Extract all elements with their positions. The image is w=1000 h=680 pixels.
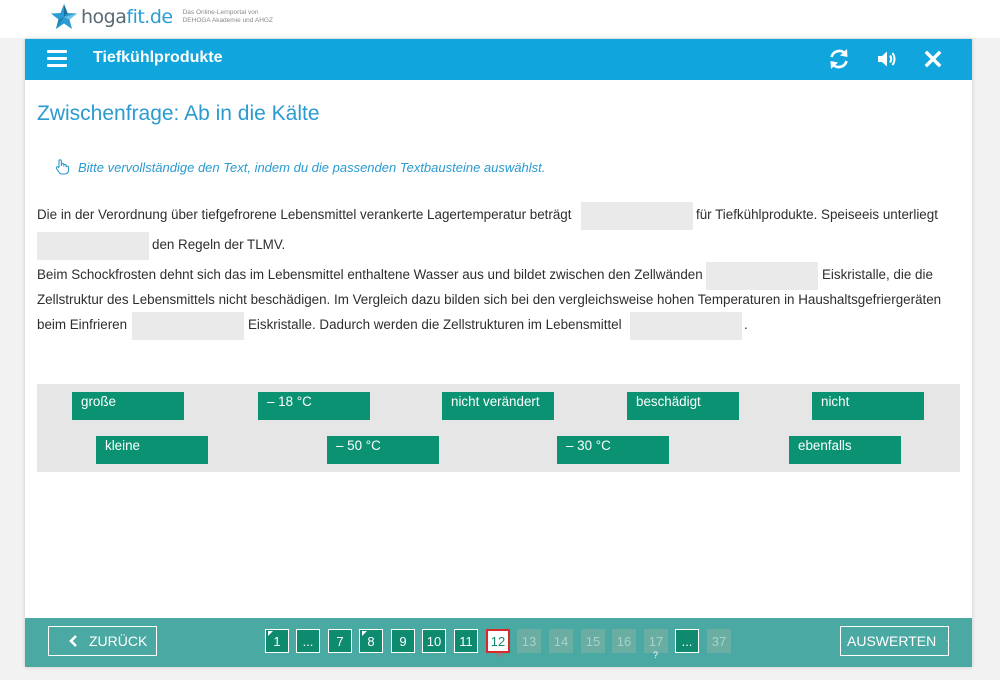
tagline-line-2: DEHOGA Akademie und AHGZ: [182, 17, 273, 24]
text-sentence-2: den Regeln der TLMV.: [152, 237, 286, 252]
page-number: 9: [399, 633, 407, 649]
logo-main-text: hoga: [81, 6, 127, 28]
page-button[interactable]: [359, 629, 383, 653]
page-number: ...: [681, 633, 693, 649]
page-button[interactable]: [612, 629, 636, 653]
option-tile[interactable]: – 18 °C: [258, 392, 370, 420]
page-number: 17: [648, 633, 664, 649]
text-sentence-3a: Beim Schockfrosten dehnt sich das im Lebensmittel enthaltene Wasser aus und bildet zwischen den Zellwänden: [37, 267, 703, 282]
text-sentence-1b: für Tiefkühlprodukte. Speiseeis unterliegt: [696, 207, 938, 222]
page-number: 13: [521, 633, 537, 649]
option-tile[interactable]: – 50 °C: [327, 436, 439, 464]
star-logo-icon: [50, 3, 78, 31]
back-button[interactable]: [48, 626, 157, 656]
page-button[interactable]: [581, 629, 605, 653]
answer-blank-2[interactable]: [37, 232, 149, 260]
page-button[interactable]: [328, 629, 352, 653]
footer-navigation: [25, 618, 972, 667]
option-tile[interactable]: große: [72, 392, 184, 420]
text-sentence-4: Zellstruktur des Lebensmittels nicht beschädigen. Im Vergleich dazu bilden sich bei den vergleichsweise hohen Temperaturen in Haushaltsgefriergeräten: [37, 292, 942, 307]
window-title: Tiefkühlprodukte: [93, 49, 223, 66]
answer-blank-4[interactable]: [132, 312, 244, 340]
page-button[interactable]: [549, 629, 573, 653]
option-tile[interactable]: nicht verändert: [442, 392, 554, 420]
hogafit-logo[interactable]: [50, 2, 293, 32]
answer-options: [37, 384, 960, 472]
option-tile[interactable]: – 30 °C: [557, 436, 669, 464]
text-sentence-1a: Die in der Verordnung über tiefgefrorene Lebensmittel verankerte Lagertemperatur beträgt: [37, 207, 572, 222]
page-button[interactable]: [422, 629, 446, 653]
page-button[interactable]: [517, 629, 541, 653]
text-sentence-5c: .: [744, 317, 748, 332]
logo-accent-text: fit.de: [126, 6, 173, 28]
logo-wordmark: [81, 6, 173, 28]
back-button-label: ZURÜCK: [89, 633, 148, 649]
option-tile[interactable]: nicht: [812, 392, 924, 420]
option-tile[interactable]: beschädigt: [627, 392, 739, 420]
page-number: 16: [616, 633, 632, 649]
evaluate-button-label: AUSWERTEN: [847, 633, 937, 649]
page-button[interactable]: [644, 629, 668, 660]
page-button[interactable]: [707, 629, 731, 653]
close-icon[interactable]: [921, 47, 945, 71]
question-mark-icon: ?: [653, 650, 659, 660]
evaluate-button[interactable]: [840, 626, 949, 656]
page-number: 12: [490, 633, 506, 649]
page-number: ...: [302, 633, 314, 649]
text-sentence-5b: Eiskristalle. Dadurch werden die Zellstrukturen im Lebensmittel: [248, 317, 622, 332]
window-titlebar: [25, 39, 972, 80]
page-button[interactable]: [454, 629, 478, 653]
page-number: 14: [553, 633, 569, 649]
text-sentence-3b: Eiskristalle, die die: [822, 267, 933, 282]
speaker-icon[interactable]: [875, 47, 899, 71]
text-sentence-5a: beim Einfrieren: [37, 317, 128, 332]
page-button[interactable]: [265, 629, 289, 653]
page-number: 1: [273, 633, 281, 649]
current-page-marker: [495, 653, 505, 658]
instruction-text: Bitte vervollständige den Text, indem du die passenden Textbausteine auswählst.: [78, 159, 546, 175]
answer-blank-3[interactable]: [706, 262, 818, 290]
page-number: 37: [711, 633, 727, 649]
page-number: 7: [336, 633, 344, 649]
pointing-hand-icon: [55, 159, 69, 175]
chevron-left-icon: [67, 634, 79, 648]
logo-tagline: [183, 9, 293, 25]
page-button[interactable]: [391, 629, 415, 653]
lesson-window: [25, 39, 972, 667]
page-button-current[interactable]: [486, 629, 510, 653]
answer-blank-5[interactable]: [630, 312, 742, 340]
page-number: 11: [459, 633, 473, 649]
site-header: [0, 0, 1000, 38]
option-tile[interactable]: ebenfalls: [789, 436, 901, 464]
page-number: 15: [585, 633, 601, 649]
tagline-line-1: Das Online-Lernportal von: [182, 9, 259, 16]
instruction: [55, 159, 545, 175]
answer-blank-1[interactable]: [581, 202, 693, 230]
page-number: 8: [367, 633, 375, 649]
page-ellipsis[interactable]: [296, 629, 320, 653]
question-title: Zwischenfrage: Ab in die Kälte: [37, 102, 320, 125]
refresh-icon[interactable]: [827, 47, 851, 71]
question-content: [25, 80, 972, 618]
page-ellipsis[interactable]: [675, 629, 699, 653]
option-tile[interactable]: kleine: [96, 436, 208, 464]
page-number: 10: [426, 633, 442, 649]
menu-icon[interactable]: [47, 50, 67, 68]
chevron-right-icon: [946, 634, 948, 648]
